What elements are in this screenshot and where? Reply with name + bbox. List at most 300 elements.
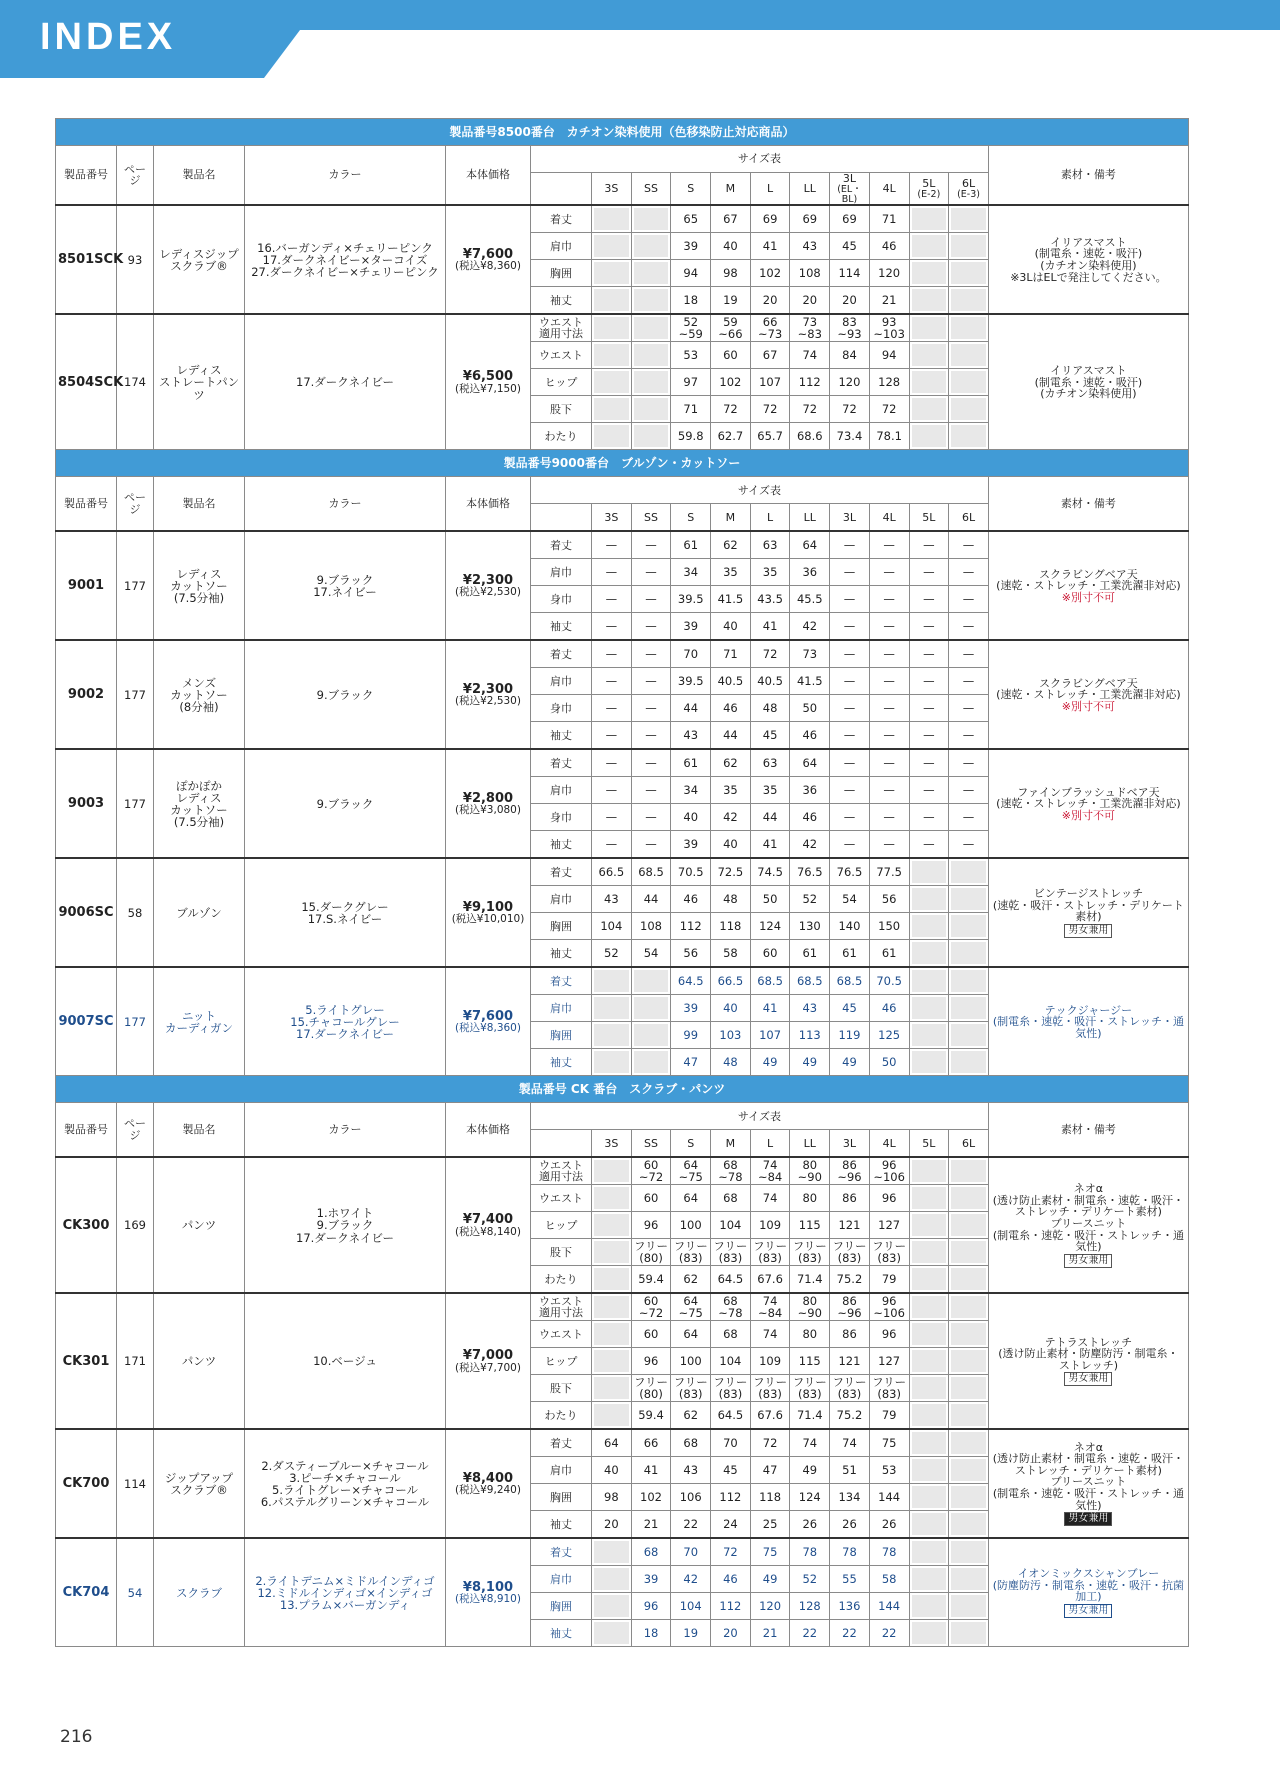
material-line: ストレッチ・デリケート素材) [1014, 1463, 1162, 1477]
size-cell-unavailable [909, 940, 949, 968]
size-value: 62 [711, 749, 751, 777]
color-option: 17.ダークネイビー [296, 1230, 394, 1245]
size-cell-unavailable [949, 1511, 989, 1539]
size-cell-unavailable [631, 233, 671, 260]
size-value: 68.5 [830, 967, 870, 995]
size-value: 112 [790, 369, 830, 396]
size-value: — [592, 695, 632, 722]
size-value: 24 [711, 1511, 751, 1539]
measurement-label: 袖丈 [531, 722, 592, 750]
column-header-row [56, 1103, 1189, 1130]
size-value: 22 [830, 1620, 870, 1647]
size-value: 67 [750, 342, 790, 369]
size-value: 108 [631, 913, 671, 940]
material-line: ネオα [1073, 1182, 1104, 1196]
price-incl-tax: (税込¥8,360) [455, 1022, 521, 1035]
size-cell-unavailable [592, 995, 632, 1022]
size-header-l [750, 1130, 790, 1158]
column-header-price: 本体価格 [446, 477, 531, 532]
product-colors [245, 1538, 446, 1647]
material-line: ブリースニット [1050, 1216, 1127, 1230]
product-colors [245, 531, 446, 640]
size-label: 4L [882, 510, 896, 524]
size-value: — [592, 559, 632, 586]
size-value: 140 [830, 913, 870, 940]
size-value: 49 [750, 1049, 790, 1076]
size-value: 78.1 [869, 423, 909, 450]
size-value: 64 [790, 749, 830, 777]
material-notes [988, 1157, 1188, 1293]
size-value: 60 ~72 [631, 1293, 671, 1321]
product-name [154, 640, 245, 749]
section-header-row [56, 1076, 1189, 1103]
size-label: 3S [604, 1136, 619, 1150]
size-label-spacer [531, 1130, 592, 1158]
product-name [154, 531, 245, 640]
size-cell-unavailable [909, 1157, 949, 1185]
size-value: 86 [830, 1321, 870, 1348]
size-header-ss [631, 504, 671, 532]
size-cell-unavailable [949, 1593, 989, 1620]
size-value: 69 [750, 205, 790, 233]
size-value: 42 [711, 804, 751, 831]
size-value: — [631, 831, 671, 859]
size-value: 72 [711, 396, 751, 423]
size-value: 94 [869, 342, 909, 369]
size-value: 46 [869, 233, 909, 260]
size-cell-unavailable [949, 1157, 989, 1185]
column-header-code: 製品番号 [56, 477, 117, 532]
size-value: 80 [790, 1185, 830, 1212]
size-value: 36 [790, 559, 830, 586]
size-value: — [949, 722, 989, 750]
size-sublabel: (EL・BL) [837, 183, 862, 205]
size-label: 5L [922, 510, 936, 524]
measurement-label: 股下 [531, 396, 592, 423]
product-name-line: ブルゾン [176, 905, 222, 920]
size-value: 121 [830, 1212, 870, 1239]
size-value: — [631, 722, 671, 750]
price-excl-tax: ¥8,100 [462, 1579, 514, 1595]
size-value: 102 [750, 260, 790, 287]
measurement-label: 袖丈 [531, 831, 592, 859]
product-name [154, 967, 245, 1076]
color-option: 17.S.ネイビー [307, 911, 383, 926]
color-option: 17.ダークネイビー [296, 1027, 394, 1042]
size-value: 20 [592, 1511, 632, 1539]
size-value: 35 [711, 559, 751, 586]
size-value: 78 [830, 1538, 870, 1566]
size-value: 112 [671, 913, 711, 940]
custom-size-note: ※別寸不可 [1061, 590, 1116, 604]
size-cell-unavailable [949, 1185, 989, 1212]
measurement-label: 袖丈 [531, 940, 592, 968]
column-header-row [56, 146, 1189, 173]
size-value: 39 [631, 1566, 671, 1593]
size-cell-unavailable [592, 1566, 632, 1593]
price-incl-tax: (税込¥9,240) [455, 1484, 521, 1497]
column-header-name: 製品名 [154, 1103, 245, 1158]
material-line: イリアスマスト [1050, 364, 1127, 378]
size-value: — [909, 668, 949, 695]
catalog-page: 169 [117, 1157, 154, 1293]
size-value: 50 [869, 1049, 909, 1076]
size-value: 46 [711, 695, 751, 722]
size-value: 39.5 [671, 586, 711, 613]
size-value: 127 [869, 1348, 909, 1375]
size-value: — [830, 695, 870, 722]
measurement-label: 肩巾 [531, 1457, 592, 1484]
column-header-size-table: サイズ表 [531, 146, 989, 173]
size-value: 60 ~72 [631, 1157, 671, 1185]
size-value: 36 [790, 777, 830, 804]
size-value: 20 [750, 287, 790, 315]
color-option: 9.ブラック [316, 796, 374, 811]
section-header-row [56, 450, 1189, 477]
measurement-label: 身巾 [531, 695, 592, 722]
size-value: 68 [631, 1538, 671, 1566]
product-colors [245, 1429, 446, 1538]
size-value: 52 ~59 [671, 314, 711, 342]
size-value: 22 [790, 1620, 830, 1647]
size-value: 62 [671, 1402, 711, 1430]
size-value: 54 [830, 886, 870, 913]
size-value: — [909, 586, 949, 613]
product-colors [245, 314, 446, 450]
size-value: — [949, 749, 989, 777]
column-header-price: 本体価格 [446, 146, 531, 206]
measurement-label: 身巾 [531, 586, 592, 613]
product-price [446, 1538, 531, 1647]
size-cell-unavailable [592, 1402, 632, 1430]
size-header-l [750, 504, 790, 532]
size-value: 34 [671, 559, 711, 586]
size-cell-unavailable [909, 342, 949, 369]
size-cell-unavailable [909, 205, 949, 233]
size-value: 72 [869, 396, 909, 423]
size-value: 144 [869, 1484, 909, 1511]
unisex-badge: 男女兼用 [1064, 1372, 1112, 1386]
measurement-label: ヒップ [531, 1348, 592, 1375]
price-excl-tax: ¥2,800 [462, 790, 514, 806]
size-value: 60 [631, 1321, 671, 1348]
size-value: 26 [869, 1511, 909, 1539]
product-code: 9007SC [56, 967, 117, 1076]
product-code: 8501SCK [56, 205, 117, 314]
size-label: SS [644, 1136, 659, 1150]
size-value: 65 [671, 205, 711, 233]
size-cell-unavailable [592, 1538, 632, 1566]
size-value: 72.5 [711, 858, 751, 886]
color-option: 9.ブラック [316, 572, 374, 587]
catalog-page: 177 [117, 967, 154, 1076]
size-value: 41 [750, 233, 790, 260]
size-label: 4L [882, 181, 896, 195]
size-header-m [711, 173, 751, 206]
custom-size-note: ※別寸不可 [1061, 808, 1116, 822]
size-value: 41.5 [790, 668, 830, 695]
size-value: 86 ~96 [830, 1293, 870, 1321]
size-cell-unavailable [949, 205, 989, 233]
size-value: 44 [671, 695, 711, 722]
size-value: — [631, 695, 671, 722]
size-value: 25 [750, 1511, 790, 1539]
material-line: (制電糸・速乾・吸汗・ストレッチ・通気性) [992, 1487, 1184, 1512]
size-header-m [711, 504, 751, 532]
measurement-label: 胸囲 [531, 1022, 592, 1049]
size-label: 5L [922, 1136, 936, 1150]
size-header-5l [909, 504, 949, 532]
size-value: 83 ~93 [830, 314, 870, 342]
size-cell-unavailable [631, 995, 671, 1022]
size-value: 26 [830, 1511, 870, 1539]
size-value: 61 [790, 940, 830, 968]
size-cell-unavailable [949, 995, 989, 1022]
size-cell-unavailable [592, 1293, 632, 1321]
product-code: CK301 [56, 1293, 117, 1429]
price-incl-tax: (税込¥2,530) [455, 695, 521, 708]
size-value: 43 [790, 233, 830, 260]
size-cell-unavailable [949, 1049, 989, 1076]
size-cell-unavailable [949, 287, 989, 315]
size-cell-unavailable [949, 1566, 989, 1593]
size-value: フリー (83) [830, 1239, 870, 1266]
size-value: 120 [830, 369, 870, 396]
size-value: 68.5 [631, 858, 671, 886]
size-value: 68.5 [750, 967, 790, 995]
product-code: CK700 [56, 1429, 117, 1538]
material-line: ビンテージストレッチ [1033, 887, 1144, 901]
size-value: 68.5 [790, 967, 830, 995]
size-value: 26 [790, 1511, 830, 1539]
size-value: 74 ~84 [750, 1293, 790, 1321]
size-cell-unavailable [592, 287, 632, 315]
price-incl-tax: (税込¥7,150) [455, 382, 521, 395]
size-value: フリー (83) [790, 1239, 830, 1266]
color-option: 2.ライトデニム×ミドルインディゴ [255, 1573, 435, 1588]
size-header-ll [790, 173, 830, 206]
size-value: 94 [671, 260, 711, 287]
product-price [446, 1157, 531, 1293]
size-cell-unavailable [909, 913, 949, 940]
material-notes [988, 858, 1188, 967]
size-value: 46 [711, 1566, 751, 1593]
size-value: 68 [671, 1429, 711, 1457]
size-value: 64 ~75 [671, 1293, 711, 1321]
catalog-page: 54 [117, 1538, 154, 1647]
material-notes [988, 640, 1188, 749]
size-value: 107 [750, 369, 790, 396]
size-value: 62 [671, 1266, 711, 1294]
size-value: 74 ~84 [750, 1157, 790, 1185]
size-cell-unavailable [909, 423, 949, 450]
size-value: — [949, 777, 989, 804]
measurement-label: ウエスト 適用寸法 [531, 314, 592, 342]
size-label-spacer [531, 173, 592, 206]
measurement-label: 胸囲 [531, 1593, 592, 1620]
size-value: 72 [711, 1538, 751, 1566]
product-code: 8504SCK [56, 314, 117, 450]
size-cell-unavailable [592, 233, 632, 260]
size-value: 64 [592, 1429, 632, 1457]
product-name [154, 1538, 245, 1647]
material-line: (透け防止素材・制電糸・速乾・吸汗・ [992, 1452, 1185, 1466]
size-value: 64 [790, 531, 830, 559]
size-cell-unavailable [949, 1429, 989, 1457]
size-header-6l [949, 1130, 989, 1158]
page-title: INDEX [40, 16, 177, 58]
product-name-line: カットソー [170, 687, 228, 702]
size-value: 78 [790, 1538, 830, 1566]
product-name-line: ぽかぽか [176, 778, 222, 793]
size-value: 98 [592, 1484, 632, 1511]
size-header-4l [869, 504, 909, 532]
size-cell-unavailable [909, 1566, 949, 1593]
size-value: 70 [671, 640, 711, 668]
size-value: 86 [830, 1185, 870, 1212]
size-value: — [869, 749, 909, 777]
size-cell-unavailable [909, 886, 949, 913]
size-value: 21 [750, 1620, 790, 1647]
size-value: 47 [671, 1049, 711, 1076]
size-value: — [909, 531, 949, 559]
size-cell-unavailable [592, 369, 632, 396]
size-value: 70.5 [671, 858, 711, 886]
size-value: 125 [869, 1022, 909, 1049]
size-value: フリー (80) [631, 1239, 671, 1266]
size-value: 41 [631, 1457, 671, 1484]
size-cell-unavailable [592, 396, 632, 423]
size-cell-unavailable [909, 233, 949, 260]
product-name [154, 314, 245, 450]
size-cell-unavailable [909, 1321, 949, 1348]
material-line: テトラストレッチ [1044, 1335, 1133, 1349]
size-value: — [830, 668, 870, 695]
column-header-color: カラー [245, 146, 446, 206]
size-value: — [830, 559, 870, 586]
size-value: — [869, 531, 909, 559]
column-header-code: 製品番号 [56, 1103, 117, 1158]
size-value: 35 [750, 559, 790, 586]
size-value: 72 [790, 396, 830, 423]
size-cell-unavailable [909, 260, 949, 287]
size-value: 49 [830, 1049, 870, 1076]
size-value: 74 [750, 1321, 790, 1348]
size-header-6l [949, 173, 989, 206]
size-value: 41.5 [711, 586, 751, 613]
size-label: 6L [961, 1136, 976, 1150]
size-header-ss [631, 173, 671, 206]
product-code: CK300 [56, 1157, 117, 1293]
size-value: 99 [671, 1022, 711, 1049]
size-value: 76.5 [790, 858, 830, 886]
material-line: (防塵防汚・制電糸・速乾・吸汗・抗菌加工) [992, 1578, 1185, 1604]
unisex-badge: 男女兼用 [1064, 1512, 1112, 1526]
size-value: 48 [711, 886, 751, 913]
size-value: 59.4 [631, 1402, 671, 1430]
size-label: L [767, 181, 774, 195]
catalog-page: 177 [117, 749, 154, 858]
color-option: 17.ネイビー [313, 584, 377, 599]
size-sublabel: (E-2) [917, 188, 941, 200]
material-notes [988, 1293, 1188, 1429]
price-excl-tax: ¥8,400 [462, 1470, 514, 1486]
size-value: 60 [631, 1185, 671, 1212]
size-cell-unavailable [631, 369, 671, 396]
product-name-line: スクラブ [176, 1585, 222, 1600]
size-value: 104 [671, 1593, 711, 1620]
material-line: (制電糸・速乾・吸汗・ストレッチ・通気性) [992, 1015, 1184, 1040]
size-value: 79 [869, 1402, 909, 1430]
size-value: 115 [790, 1212, 830, 1239]
size-value: 109 [750, 1348, 790, 1375]
size-value: 120 [750, 1593, 790, 1620]
unisex-badge: 男女兼用 [1064, 1604, 1112, 1618]
size-cell-unavailable [592, 342, 632, 369]
catalog-page: 114 [117, 1429, 154, 1538]
size-value: 96 [869, 1185, 909, 1212]
size-value: — [631, 586, 671, 613]
size-label: LL [803, 1136, 816, 1150]
measurement-label: 胸囲 [531, 1484, 592, 1511]
size-value: 112 [711, 1484, 751, 1511]
size-label: 3L [842, 172, 857, 185]
size-value: 46 [869, 995, 909, 1022]
size-value: — [631, 613, 671, 641]
color-option: 13.プラム×バーガンディ [279, 1598, 411, 1613]
column-header-material: 素材・備考 [988, 477, 1188, 532]
size-label: 4L [882, 1136, 896, 1150]
size-cell-unavailable [909, 287, 949, 315]
size-value: 61 [671, 531, 711, 559]
material-line: スクラビングベア天 [1039, 676, 1138, 690]
size-value: 61 [671, 749, 711, 777]
size-value: — [592, 722, 632, 750]
size-value: — [869, 804, 909, 831]
size-value: — [909, 640, 949, 668]
size-cell-unavailable [949, 1348, 989, 1375]
size-value: 96 ~106 [869, 1293, 909, 1321]
size-value: フリー (83) [790, 1375, 830, 1402]
product-code: 9006SC [56, 858, 117, 967]
product-colors [245, 967, 446, 1076]
product-price [446, 1429, 531, 1538]
product-size-row [56, 967, 1189, 995]
size-value: 104 [711, 1212, 751, 1239]
size-value: 77.5 [869, 858, 909, 886]
color-option: 3.ピーチ×チャコール [289, 1470, 401, 1485]
size-value: — [869, 722, 909, 750]
size-value: 103 [711, 1022, 751, 1049]
size-value: 63 [750, 749, 790, 777]
size-cell-unavailable [592, 1321, 632, 1348]
size-value: — [869, 668, 909, 695]
product-colors [245, 640, 446, 749]
size-value: 76.5 [830, 858, 870, 886]
size-value: 49 [790, 1457, 830, 1484]
size-value: 45 [750, 722, 790, 750]
product-name-line: メンズ [181, 675, 217, 690]
size-cell-unavailable [592, 1022, 632, 1049]
size-cell-unavailable [592, 1266, 632, 1294]
product-colors [245, 858, 446, 967]
color-option: 15.チャコールグレー [290, 1014, 400, 1029]
column-header-material: 素材・備考 [988, 146, 1188, 206]
size-value: 43 [671, 1457, 711, 1484]
product-size-row [56, 1429, 1189, 1457]
price-incl-tax: (税込¥3,080) [455, 804, 521, 817]
material-notes [988, 967, 1188, 1076]
